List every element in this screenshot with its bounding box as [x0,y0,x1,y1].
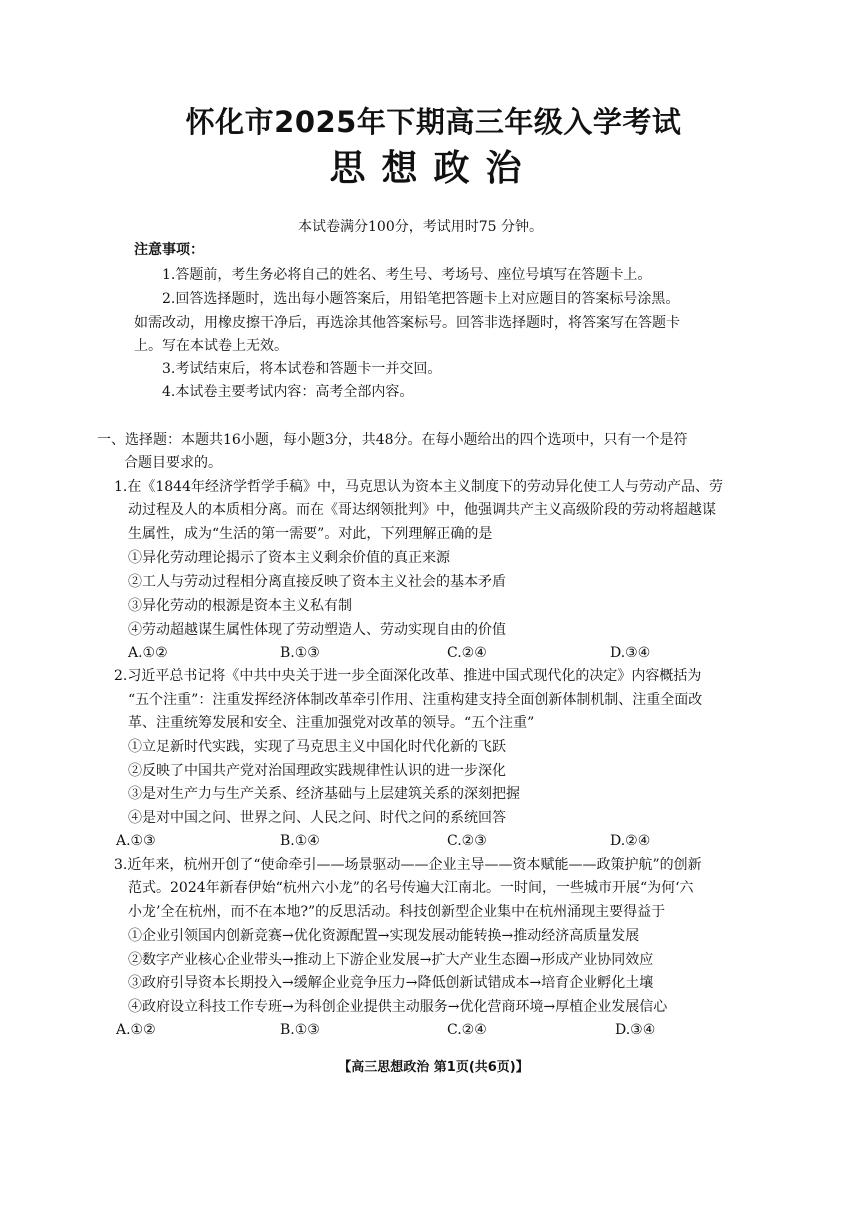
notice-item: 1.答题前，考生务必将自己的姓名、考生号、考场号、座位号填写在答题卡上。 [162,267,652,283]
question-3-stem: 范式。2024年新春伊始“杭州六小龙”的名号传遍大江南北。一时间，一些城市开展“为何‘六 [128,880,694,896]
subject-title: 思想政治 [329,148,538,189]
notice-item: 3.考试结束后，将本试卷和答题卡一并交回。 [162,361,442,377]
question-1-stem: 动过程及人的本质相分离。而在《哥达纲领批判》中，他强调共产主义高级阶段的劳动将超越谋 [128,502,716,518]
section-heading: 一、选择题：本题共16小题，每小题3分，共48分。在每小题给出的四个选项中，只有一个是符 [97,432,688,448]
notice-item: 2.回答选择题时，选出每小题答案后，用铅笔把答题卡上对应题目的答案标号涂黑。 [162,291,680,307]
section-heading-cont: 合题目要求的。 [124,455,222,471]
notice-item: 4.本试卷主要考试内容：高考全部内容。 [162,384,414,400]
question-2-statement: ④是对中国之问、世界之问、人民之问、时代之问的系统回答 [128,810,506,826]
option-a[interactable]: A.①③ [116,833,156,849]
question-2-stem: “五个注重”：注重发挥经济体制改革牵引作用、注重构建支持全面创新体制机制、注重全面改 [128,692,703,708]
question-2-statement: ②反映了中国共产党对治国理政实践规律性认识的进一步深化 [128,763,506,779]
notice-heading: 注意事项： [134,242,204,258]
exam-info: 本试卷满分100分，考试用时75 分钟。 [298,219,543,235]
question-3-stem: 3.近年来，杭州开创了“使命牵引——场景驱动——企业主导——资本赋能——政策护航”的创新 [114,857,702,873]
question-1-stem: 1.在《1844年经济学哲学手稿》中，马克思认为资本主义制度下的劳动异化使工人与劳动产品、劳 [114,479,723,495]
option-d[interactable]: D.②④ [610,833,651,849]
question-3-statement: ①企业引领国内创新竞赛→优化资源配置→实现发展动能转换→推动经济高质量发展 [128,928,640,944]
option-b[interactable]: B.①③ [280,645,320,661]
question-2-stem: 革、注重统筹发展和安全、注重加强党对改革的领导。“五个注重” [128,715,535,731]
option-d[interactable]: D.③④ [615,1022,656,1038]
option-c[interactable]: C.②③ [447,833,487,849]
option-a[interactable]: A.①② [116,1022,156,1038]
option-a[interactable]: A.①② [128,645,168,661]
question-1-statement: ②工人与劳动过程相分离直接反映了资本主义社会的基本矛盾 [128,574,506,590]
notice-item: 上。写在本试卷上无效。 [134,338,288,354]
question-3-statement: ④政府设立科技工作专班→为科创企业提供主动服务→优化营商环境→厚植企业发展信心 [128,999,668,1015]
question-2-statement: ③是对生产力与生产关系、经济基础与上层建筑关系的深刻把握 [128,786,520,802]
option-d[interactable]: D.③④ [610,645,651,661]
option-b[interactable]: B.①③ [280,1022,320,1038]
option-c[interactable]: C.②④ [447,645,487,661]
question-3-stem: 小龙’全在杭州，而不在本地?”的反思活动。科技创新型企业集中在杭州涌现主要得益于 [128,904,666,920]
page-footer: 【高三思想政治 第1页(共6页)】 [338,1060,529,1075]
question-1-statement: ③异化劳动的根源是资本主义私有制 [128,598,352,614]
exam-title: 怀化市2025年下期高三年级入学考试 [185,105,682,139]
question-3-statement: ②数字产业核心企业带头→推动上下游企业发展→扩大产业生态圈→形成产业协同效应 [128,952,654,968]
question-2-statement: ①立足新时代实践，实现了马克思主义中国化时代化新的飞跃 [128,739,506,755]
question-2-stem: 2.习近平总书记将《中共中央关于进一步全面深化改革、推进中国式现代化的决定》内容概括为 [114,668,702,684]
question-1-statement: ④劳动超越谋生属性体现了劳动塑造人、劳动实现自由的价值 [128,622,506,638]
question-1-statement: ①异化劳动理论揭示了资本主义剩余价值的真正来源 [128,550,450,566]
question-3-statement: ③政府引导资本长期投入→缓解企业竞争压力→降低创新试错成本→培育企业孵化土壤 [128,975,654,991]
option-c[interactable]: C.②④ [447,1022,487,1038]
notice-item: 如需改动，用橡皮擦干净后，再选涂其他答案标号。回答非选择题时，将答案写在答题卡 [134,315,680,331]
question-1-stem: 生属性，成为“生活的第一需要”。对此，下列理解正确的是 [128,526,493,542]
option-b[interactable]: B.①④ [280,833,320,849]
